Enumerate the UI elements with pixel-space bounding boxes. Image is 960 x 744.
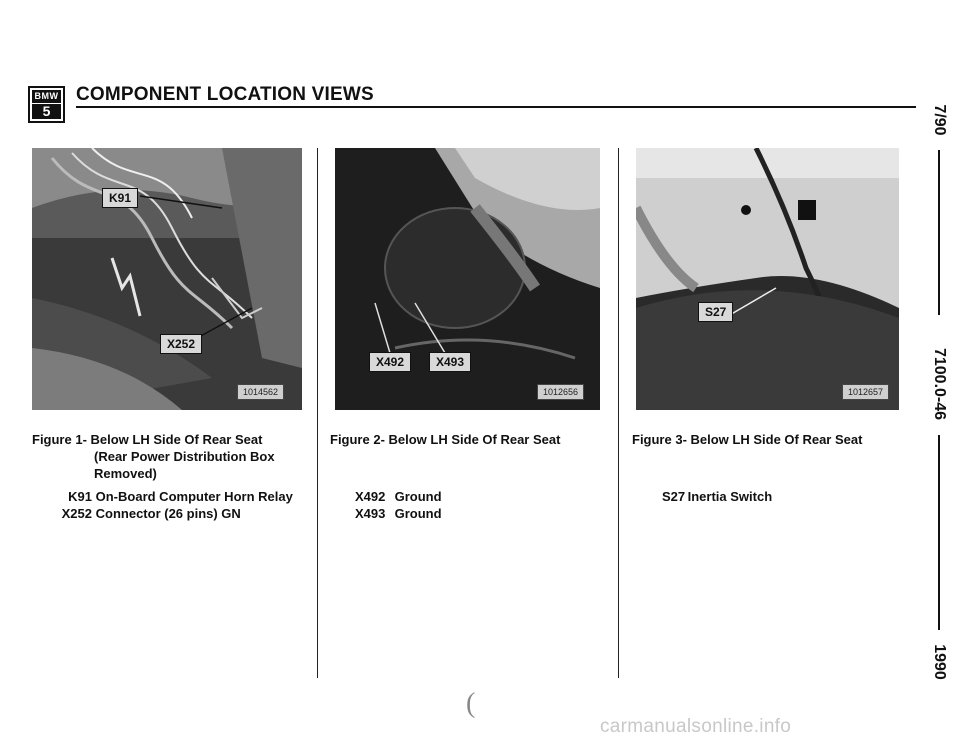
figure-1-photo [32,148,302,410]
figure-1-legend [40,488,310,522]
side-rule [938,150,940,315]
callout-x492: X492 [369,352,411,372]
photo-number: 1012657 [842,384,889,400]
figure-3-caption [632,431,922,448]
figure-2-caption-line: Figure 2- Below LH Side Of Rear Seat [330,432,561,447]
callout-x252: X252 [160,334,202,354]
figure-2-caption [330,431,610,448]
column-separator-1 [317,148,318,678]
legend-item [662,488,862,505]
figure-2-legend [355,488,555,522]
side-page-number: 7100.0-46 [931,347,948,421]
callout-k91: K91 [102,188,138,208]
figure-3-photo-image [636,148,899,410]
legend-code: X493 [355,506,386,521]
legend-code: K91 [68,489,92,504]
header-rule [76,106,916,108]
side-rule [938,435,940,630]
watermark: carmanualsonline.info [600,716,792,737]
figure-2-photo [335,148,600,410]
legend-desc: Ground [394,506,442,521]
legend-item [40,505,310,522]
figure-1-caption-line: (Rear Power Distribution Box [94,449,275,464]
legend-code: X492 [355,489,386,504]
figure-1-caption-line: Figure 1- Below LH Side Of Rear Seat [32,432,263,447]
legend-desc: On-Board Computer Horn Relay [95,489,293,504]
logo-brand-text: BMW [32,90,61,103]
figure-3-caption-line: Figure 3- Below LH Side Of Rear Seat [632,432,863,447]
legend-item [355,488,555,505]
callout-s27: S27 [698,302,733,322]
photo-number: 1012656 [537,384,584,400]
callout-x493: X493 [429,352,471,372]
column-separator-2 [618,148,619,678]
figure-3-photo [636,148,899,410]
figure-1-caption [32,431,312,482]
legend-desc: Connector (26 pins) GN [95,506,241,521]
figure-3-legend [662,488,862,505]
figure-1-photo-image [32,148,302,410]
stray-mark: ( [466,688,476,719]
bmw-5-series-logo [28,86,65,123]
legend-desc: Inertia Switch [687,489,773,504]
logo-series-text: 5 [32,104,61,119]
legend-item [40,488,310,505]
legend-code: S27 [662,489,686,504]
figure-1-caption-line: Removed) [94,466,157,481]
legend-item [355,505,555,522]
side-year: 1990 [931,644,948,680]
photo-number: 1014562 [237,384,284,400]
legend-code: X252 [61,506,92,521]
page-title: COMPONENT LOCATION VIEWS [76,84,374,105]
legend-desc: Ground [394,489,442,504]
side-date: 7/90 [931,104,948,136]
